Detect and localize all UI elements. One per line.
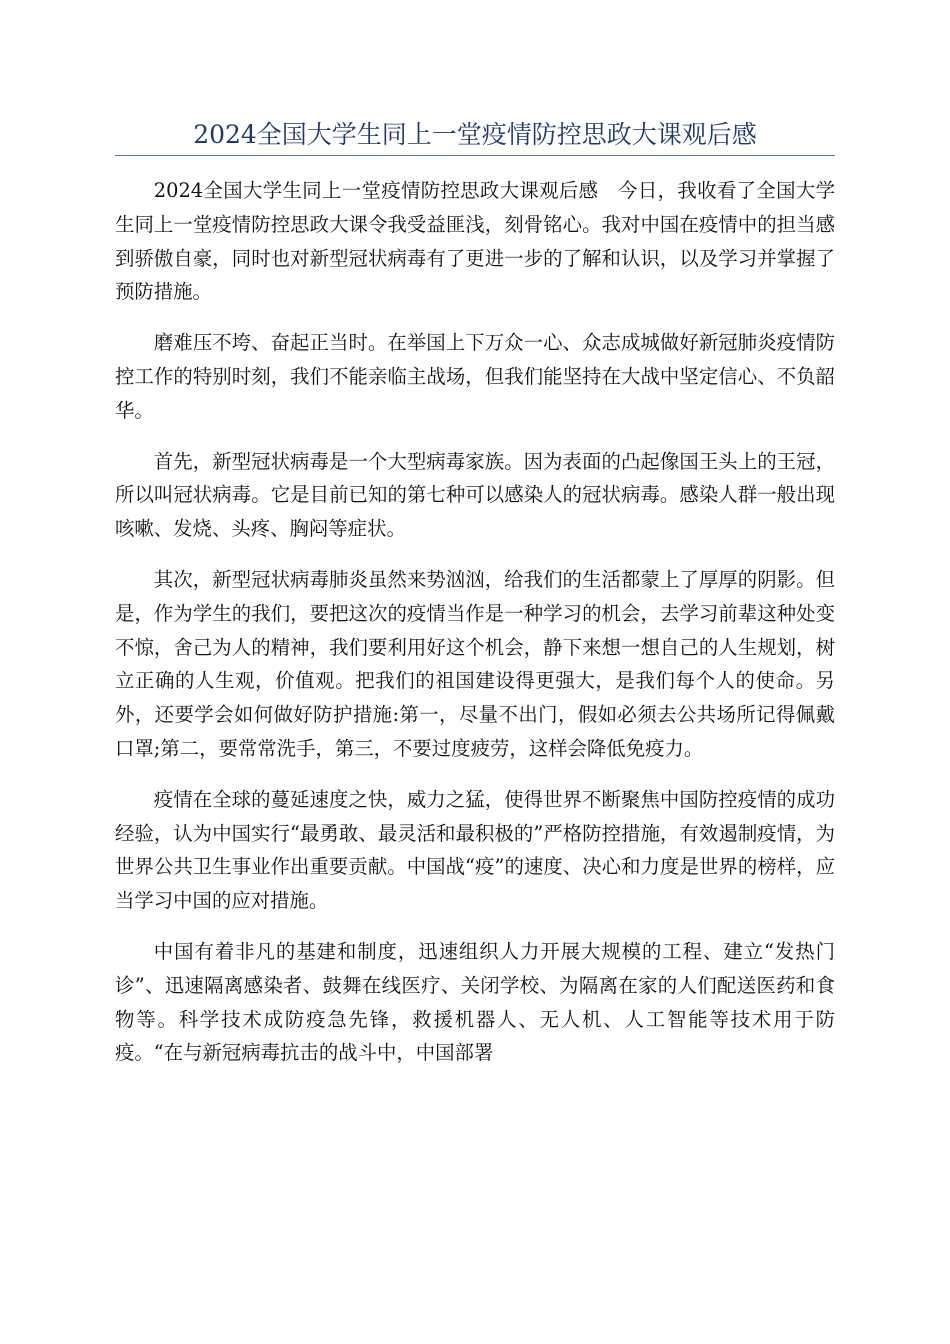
paragraph: 首先，新型冠状病毒是一个大型病毒家族。因为表面的凸起像国王头上的王冠，所以叫冠状病毒。它是目前已知的第七种可以感染人的冠状病毒。感染人群一般出现咳嗽、发烧、头疼、胸闷等症状。 (115, 449, 835, 541)
paragraph: 疫情在全球的蔓延速度之快，威力之猛，使得世界不断聚焦中国防控疫情的成功经验，认为中国实行“最勇敢、最灵活和最积极的”严格防控措施，有效遏制疫情，为世界公共卫生事业作出重要贡献。中国战“疫”的速度、决心和力度是世界的榜样，应当学习中国的应对措施。 (115, 787, 835, 913)
document-title: 2024全国大学生同上一堂疫情防控思政大课观后感 (193, 120, 757, 149)
paragraph: 中国有着非凡的基建和制度，迅速组织人力开展大规模的工程、建立“发热门诊”、迅速隔离感染者、鼓舞在线医疗、关闭学校、为隔离在家的人们配送医药和食物等。科学技术成防疫急先锋，救援机器人、无人机、人工智能等技术用于防疫。“在与新冠病毒抗击的战斗中，中国部署 (115, 939, 835, 1065)
paragraph: 磨难压不垮、奋起正当时。在举国上下万众一心、众志成城做好新冠肺炎疫情防控工作的特别时刻，我们不能亲临主战场，但我们能坚持在大战中坚定信心、不负韶华。 (115, 331, 835, 422)
title-underline (115, 155, 835, 156)
document-body (115, 174, 835, 1087)
paragraph: 2024全国大学生同上一堂疫情防控思政大课观后感 今日，我收看了全国大学生同上一堂疫情防控思政大课令我受益匪浅，刻骨铭心。我对中国在疫情中的担当感到骄傲自豪，同时也对新型冠状病毒有了更进一步的了解和认识，以及学习并掌握了预防措施。 (115, 179, 835, 304)
paragraph: 其次，新型冠状病毒肺炎虽然来势汹汹，给我们的生活都蒙上了厚厚的阴影。但是，作为学生的我们，要把这次的疫情当作是一种学习的机会，去学习前辈这种处变不惊，舍己为人的精神，我们要利用好这个机会，静下来想一想自己的人生规划，树立正确的人生观，价值观。把我们的祖国建设得更强大，是我们每个人的使命。另外，还要学会如何做好防护措施:第一，尽量不出门，假如必须去公共场所记得佩戴口罩;第二，要常常洗手，第三，不要过度疲劳，这样会降低免疫力。 (115, 567, 835, 760)
